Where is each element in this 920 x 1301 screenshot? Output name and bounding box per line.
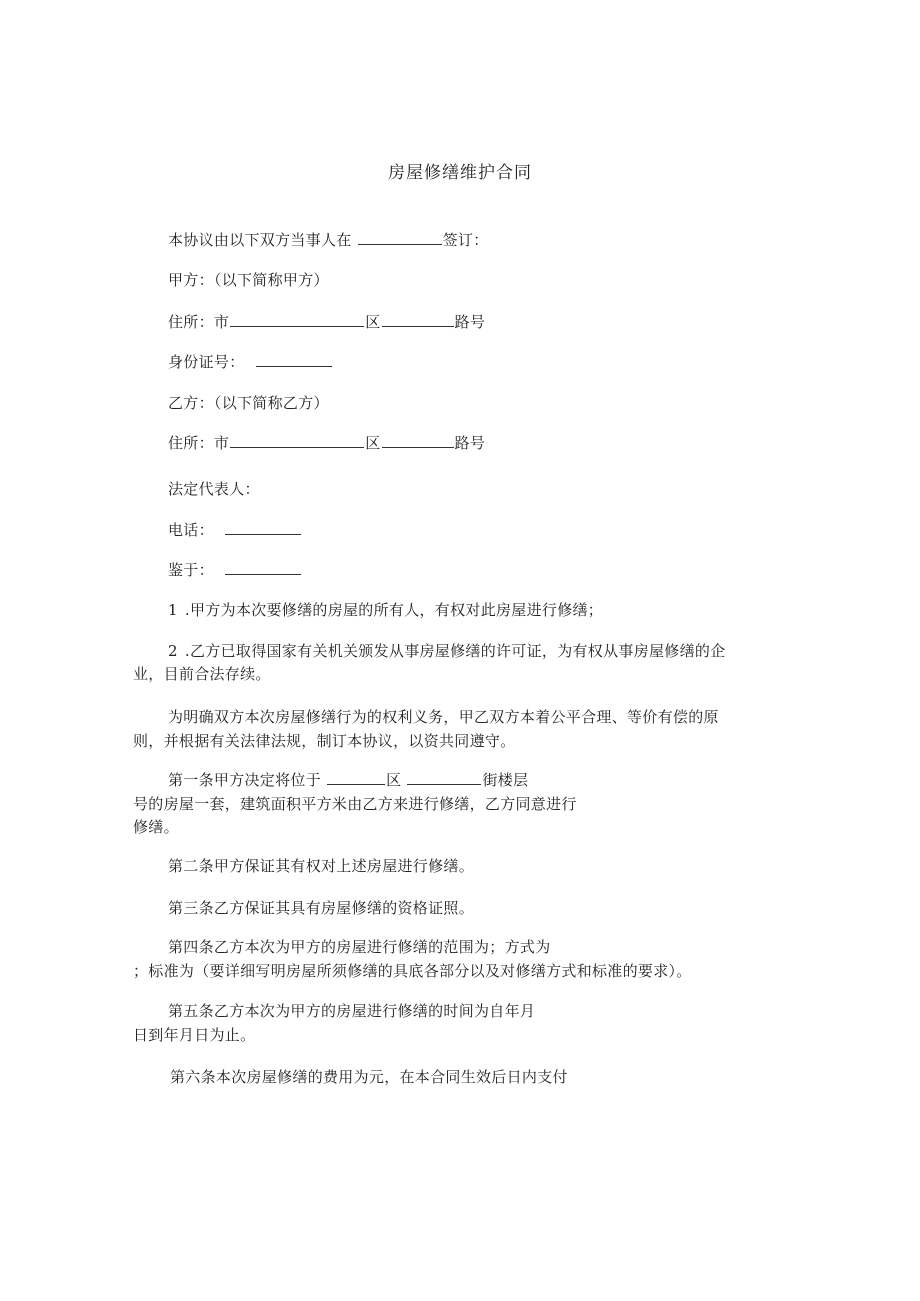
- article-1-text: 第一条甲方决定将位于: [168, 771, 327, 789]
- article-4-line-1: 第四条乙方本次为甲方的房屋进行修缮的范围为；方式为: [168, 938, 551, 956]
- road-label: 路号: [454, 313, 486, 331]
- article-2: 第二条甲方保证其有权对上述房屋进行修缮。: [168, 857, 475, 875]
- whereas-blank: [225, 560, 301, 575]
- id-number-blank: [256, 352, 332, 367]
- article-5-line-1: 第五条乙方本次为甲方的房屋进行修缮的时间为自年月: [168, 1002, 536, 1020]
- district-blank: [382, 433, 454, 448]
- item-number: 1: [168, 601, 178, 619]
- road-label: 路号: [454, 434, 486, 452]
- article-1-line-2: 号的房屋一套，建筑面积平方米由乙方来进行修缮，乙方同意进行: [133, 795, 577, 813]
- item-number: 2: [168, 642, 178, 660]
- purpose-line-1: 为明确双方本次房屋修缮行为的权利义务，甲乙双方本着公平合理、等价有偿的原: [168, 708, 719, 726]
- article-1-line-1: [168, 770, 528, 790]
- district-label: 区: [365, 313, 381, 331]
- id-number-line: [168, 352, 333, 372]
- whereas-item-1: [168, 600, 603, 620]
- party-a-address-line: [168, 312, 485, 332]
- district-label: 区: [386, 771, 407, 789]
- location-blank: [327, 770, 385, 785]
- city-blank: [230, 312, 364, 327]
- address-label: 住所：市: [168, 313, 230, 331]
- intro-suffix: 签订：: [442, 231, 489, 249]
- street-blank: [407, 770, 481, 785]
- article-3: 第三条乙方保证其具有房屋修缮的资格证照。: [168, 899, 475, 917]
- whereas-label: 鉴于：: [168, 561, 214, 579]
- street-floor-label: 街楼层: [482, 771, 529, 789]
- id-number-label: 身份证号：: [168, 353, 245, 371]
- legal-rep-line: 法定代表人：: [168, 480, 260, 498]
- whereas-item-2-line-1: [168, 641, 726, 661]
- phone-blank: [225, 520, 301, 535]
- article-5-line-2: 日到年月日为止。: [133, 1026, 256, 1044]
- party-a-line: 甲方：（以下简称甲方）: [168, 271, 329, 289]
- address-label: 住所：市: [168, 434, 230, 452]
- party-b-line: 乙方：（以下简称乙方）: [168, 394, 329, 412]
- phone-label: 电话：: [168, 521, 214, 539]
- district-blank: [382, 312, 454, 327]
- city-blank: [230, 433, 364, 448]
- article-6: 第六条本次房屋修缮的费用为元，在本合同生效后日内支付: [170, 1068, 568, 1086]
- intro-line: [168, 230, 489, 250]
- intro-text: 本协议由以下双方当事人在: [168, 231, 357, 249]
- article-1-line-3: 修缮。: [133, 818, 179, 836]
- purpose-line-2: 则，并根据有关法律法规，制订本协议，以资共同遵守。: [133, 732, 516, 750]
- item-text: .乙方已取得国家有关机关颁发从事房屋修缮的许可证，为有权从事房屋修缮的企: [184, 642, 726, 660]
- signing-place-blank: [358, 230, 442, 245]
- page-title: 房屋修缮维护合同: [388, 163, 532, 183]
- whereas-item-2-line-2: 业，目前合法存续。: [133, 665, 271, 683]
- article-4-line-2: ；标准为（要详细写明房屋所须修缮的具底各部分以及对修缮方式和标准的要求）。: [133, 962, 692, 980]
- party-b-address-line: [168, 433, 485, 453]
- whereas-line: [168, 560, 302, 580]
- district-label: 区: [365, 434, 381, 452]
- item-text: .甲方为本次要修缮的房屋的所有人，有权对此房屋进行修缮；: [184, 601, 604, 619]
- phone-line: [168, 520, 302, 540]
